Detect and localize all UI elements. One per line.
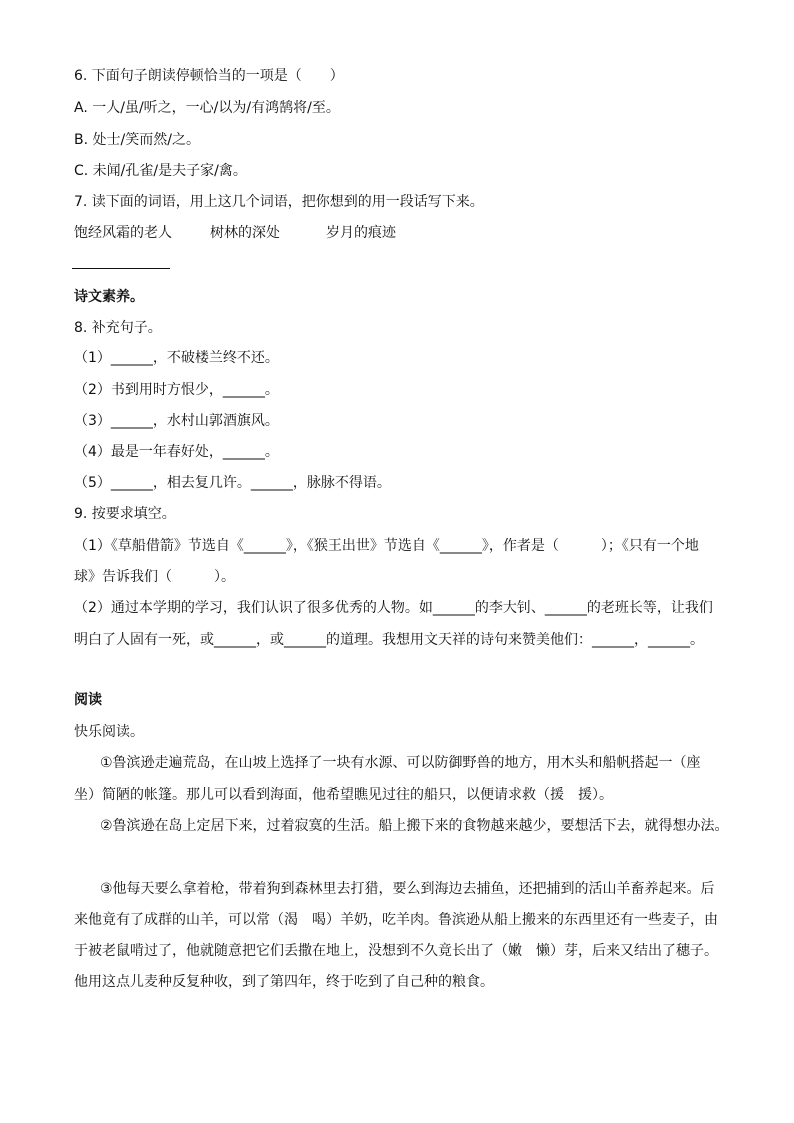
section-reading-heading: 阅读 (74, 692, 102, 708)
q7-answer-line (72, 268, 170, 269)
reading-intro: 快乐阅读。 (74, 724, 144, 740)
q7-word-list (74, 223, 734, 243)
section-poetry-heading: 诗文素养。 (74, 289, 144, 305)
q6-option-c: C. 未闻/孔雀/是夫子家/禽。 (74, 163, 247, 179)
q7-word: 岁月的痕迹 (326, 225, 396, 241)
q6-option-a: A. 一人/虽/听之，一心/以为/有鸿鹄将/至。 (74, 100, 340, 116)
q8-item-5: （5）______，相去复几许。______，脉脉不得语。 (74, 475, 391, 491)
reading-para3-line3: 于被老鼠啃过了，他就随意把它们丢撒在地上，没想到不久竟长出了（嫩 懒）芽，后来又结出了穗子。 (74, 943, 718, 959)
q8-item-3: （3）______，水村山郭酒旗风。 (74, 413, 279, 429)
q6-stem: 6. 下面句子朗读停顿恰当的一项是（ ） (74, 68, 344, 84)
reading-para3-line1: ③他每天要么拿着枪，带着狗到森林里去打猎，要么到海边去捕鱼，还把捕到的活山羊畜养起来。后 (100, 881, 715, 897)
q9-part1-line1: （1）《草船借箭》节选自《______》，《猴王出世》节选自《______》，作者是（ ）；《只有一个地 (74, 538, 699, 554)
reading-para3-line2: 来他竟有了成群的山羊，可以常（渴 喝）羊奶，吃羊肉。鲁滨逊从船上搬来的东西里还有一些麦子，由 (74, 912, 718, 928)
reading-para1-line2: 坐）简陋的帐篷。那儿可以看到海面，他希望瞧见过往的船只，以便请求救（援 援）。 (74, 787, 613, 803)
q7-word: 树林的深处 (210, 225, 280, 241)
q7-word: 饱经风霜的老人 (74, 225, 172, 241)
q8-stem: 8. 补充句子。 (74, 320, 162, 336)
q9-part2-line2: 明白了人固有一死，或______，或______的道理。我想用文天祥的诗句来赞美他们：______，______。 (74, 632, 704, 648)
q8-item-4: （4）最是一年春好处，______。 (74, 444, 279, 460)
q8-item-2: （2）书到用时方恨少，______。 (74, 382, 279, 398)
q7-stem: 7. 读下面的词语，用上这几个词语，把你想到的用一段话写下来。 (74, 194, 484, 210)
q8-item-1: （1）______，不破楼兰终不还。 (74, 350, 279, 366)
reading-para3-line4: 他用这点儿麦种反复种收，到了第四年，终于吃到了自己种的粮食。 (74, 974, 494, 990)
q9-part2-line1: （2）通过本学期的学习，我们认识了很多优秀的人物。如______的李大钊、______的老班长等，让我们 (74, 600, 713, 616)
q9-part1-line2: 球》告诉我们（ ）。 (74, 569, 235, 585)
reading-para1-line1: ①鲁滨逊走遍荒岛，在山坡上选择了一块有水源、可以防御野兽的地方，用木头和船帆搭起一（座 (100, 755, 701, 771)
q6-option-b: B. 处士/笑而然/之。 (74, 132, 200, 148)
reading-para2-line1: ②鲁滨逊在岛上定居下来，过着寂寞的生活。船上搬下来的食物越来越少，要想活下去，就得想办法。 (100, 818, 729, 834)
q9-stem: 9. 按要求填空。 (74, 506, 176, 522)
